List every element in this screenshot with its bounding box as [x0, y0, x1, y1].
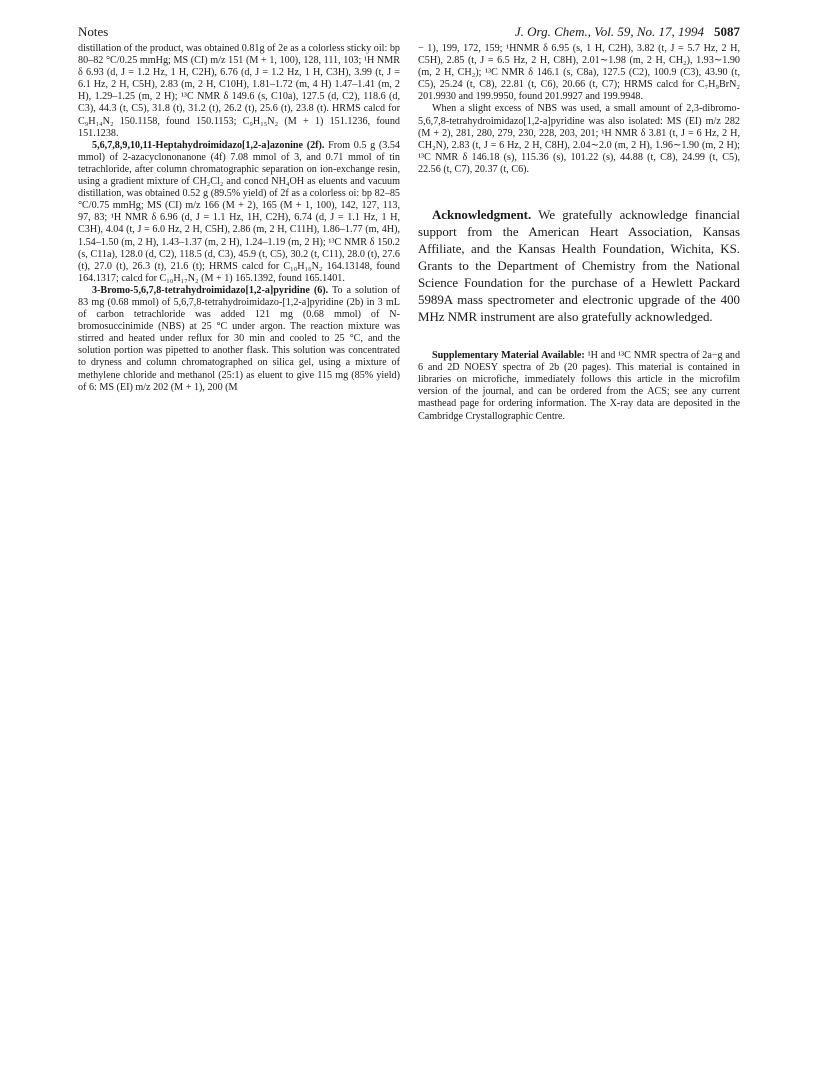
acknowledgment	[418, 207, 740, 326]
acknowledgment-body: We gratefully acknowledge financial support from the American Heart Association, Kansas Affiliate, and the Kansas Health Foundation, Wichita, KS. Grants to the Department of Chemistry from the National Science Foundation for the purchase of a Hewlett Packard 5989A mass spectrometer and electronic upgrade of the 400 MHz NMR instrument are also gratefully acknowledged.	[418, 208, 740, 325]
paragraph-dibromo: When a slight excess of NBS was used, a small amount of 2,3-dibromo-5,6,7,8-tetrahydroimidazo[1,2-a]pyridine was also isolated: MS (EI) m/z 282 (M + 2), 281, 280, 279, 230, 228, 203, 201; ¹H NMR δ 3.81 (t, J = 6 Hz, 2 H, CH₂N), 2.83 (t, J = 6 Hz, 2 H, C8H), 2.04∼2.0 (m, 2 H), 1.96∼1.90 (m, 2 H); ¹³C NMR δ 146.18 (s), 115.36 (s), 101.22 (s), 44.88 (t, C8), 24.99 (t, C5), 22.56 (t, C7), 20.37 (t, C6).	[418, 103, 740, 175]
journal-citation	[515, 24, 740, 40]
paragraph-2e-data: distillation of the product, was obtained 0.81g of 2e as a colorless sticky oil: bp 80–82 °C/0.25 mmHg; MS (CI) m/z 151 (M + 1, 100), 128, 111, 103; ¹H NMR δ 6.93 (d, J = 1.2 Hz, 1 H, C2H), 6.76 (d, J = 1.2 Hz, 1 H, C3H), 3.99 (t, J = 6.1 Hz, 2 H, C5H), 2.83 (m, 2 H, C10H), 1.81–1.72 (m, 4 H) 1.47–1.41 (m, 2 H), 1.29–1.25 (m, 2 H); ¹³C NMR δ 149.6 (s, C10a), 127.5 (d, C2), 118.6 (d, C3), 44.3 (t, C5), 31.8 (t), 31.2 (t), 26.2 (t), 25.6 (t), 23.8 (t). HRMS calcd for C₉H₁₄N₂ 150.1158, found 150.1153; C₉H₁₅N₂ (M + 1) 151.1236, found 151.1238.	[78, 43, 400, 139]
compound-6-body: To a solution of 83 mg (0.68 mmol) of 5,6,7,8-tetrahydroimidazo-[1,2-a]pyridine (2b) in 3 mL of carbon tetrachloride was added 121 mg (0.68 mmol) of N-bromosuccinimide (NBS) at 25 °C under argon. The reaction mixture was stirred and heated under reflux for 30 min and cooled to 25 °C, and the solution portion was pipetted to another flask. This solution was concentrated to dryness and column chromatographed on silica gel, using a mixture of methylene chloride and methanol (25:1) as eluent to give 115 mg (85% yield) of 6: MS (EI) m/z 202 (M + 1), 200 (M	[78, 284, 400, 393]
paragraph-6-continued: − 1), 199, 172, 159; ¹HNMR δ 6.95 (s, 1 H, C2H), 3.82 (t, J = 5.7 Hz, 2 H, C5H), 2.85 (t, J = 6.5 Hz, 2 H, C8H), 2.01∼1.98 (m, 2 H, CH₂), 1.93∼1.90 (m, 2 H, CH₂); ¹³C NMR δ 146.1 (s, C8a), 127.5 (C2), 100.9 (C3), 43.90 (t, C5), 25.24 (t, C8), 22.81 (t, C6), 20.66 (t, C7); HRMS calcd for C₇H₉BrN₂ 201.9930 and 199.9950, found 201.9927 and 199.9948.	[418, 43, 740, 103]
paragraph-2f	[78, 140, 400, 285]
compound-2f-heading: 5,6,7,8,9,10,11-Heptahydroimidazo[1,2-a]azonine (2f).	[92, 139, 325, 151]
page-number: 5087	[714, 24, 740, 39]
page-header	[78, 24, 740, 42]
right-column	[418, 43, 740, 423]
paragraph-6	[78, 285, 400, 394]
journal-name: J. Org. Chem., Vol. 59, No. 17, 1994	[514, 24, 704, 39]
supplementary-material	[418, 350, 740, 423]
supplementary-heading: Supplementary Material Available:	[432, 350, 585, 362]
supplementary-body: ¹H and ¹³C NMR spectra of 2a−g and 6 and 2D NOESY spectra of 2b (20 pages). This material is contained in libraries on microfiche, immediately follows this article in the microfilm version of the journal, and can be ordered from the ACS; see any current masthead page for ordering information. The X-ray data are deposited in the Cambridge Crystallographic Centre.	[418, 350, 741, 422]
compound-2f-body: From 0.5 g (3.54 mmol) of 2-azacyclononanone (4f) 7.08 mmol of 3, and 0.71 mmol of tin tetrachloride, after column chromatographic separation on ion-exchange resin, using a gradient mixture of CH₂Cl₂ and concd NH₄OH as eluents and vacuum distillation, was obtained 0.52 g (89.5% yield) of 2f as a colorless oi: bp 82–85 °C/0.75 mmHg; MS (CI) m/z 166 (M + 2), 165 (M + 1, 100), 142, 127, 113, 97, 83; ¹H NMR δ 6.96 (d, J = 1.1 Hz, 1H, C2H), 6.74 (d, J = 1.1 Hz, 1 H, C3H), 4.04 (t, J = 6.0 Hz, 2 H, C5H), 2.86 (m, 2 H, C11H), 1.86–1.77 (m, 4H), 1.54–1.50 (m, 2 H), 1.43–1.37 (m, 2 H), 1.24–1.19 (m, 2 H); ¹³C NMR δ 150.2 (s, C11a), 128.0 (d, C2), 118.5 (d, C3), 45.9 (t, C5), 30.2 (t, C11), 28.0 (t), 27.6 (t), 27.0 (t), 26.3 (t), 21.6 (t); HRMS calcd for C₁₀H₁₆N₂ 164.13148, found 164.1317; calcd for C₁₀H₁₇N₂ (M + 1) 165.1392, found 165.1401.	[78, 139, 400, 284]
compound-6-heading: 3-Bromo-5,6,7,8-tetrahydroimidazo[1,2-a]pyridine (6).	[92, 284, 329, 296]
section-label: Notes	[78, 24, 109, 39]
left-column	[78, 43, 400, 394]
acknowledgment-heading: Acknowledgment.	[432, 208, 532, 223]
